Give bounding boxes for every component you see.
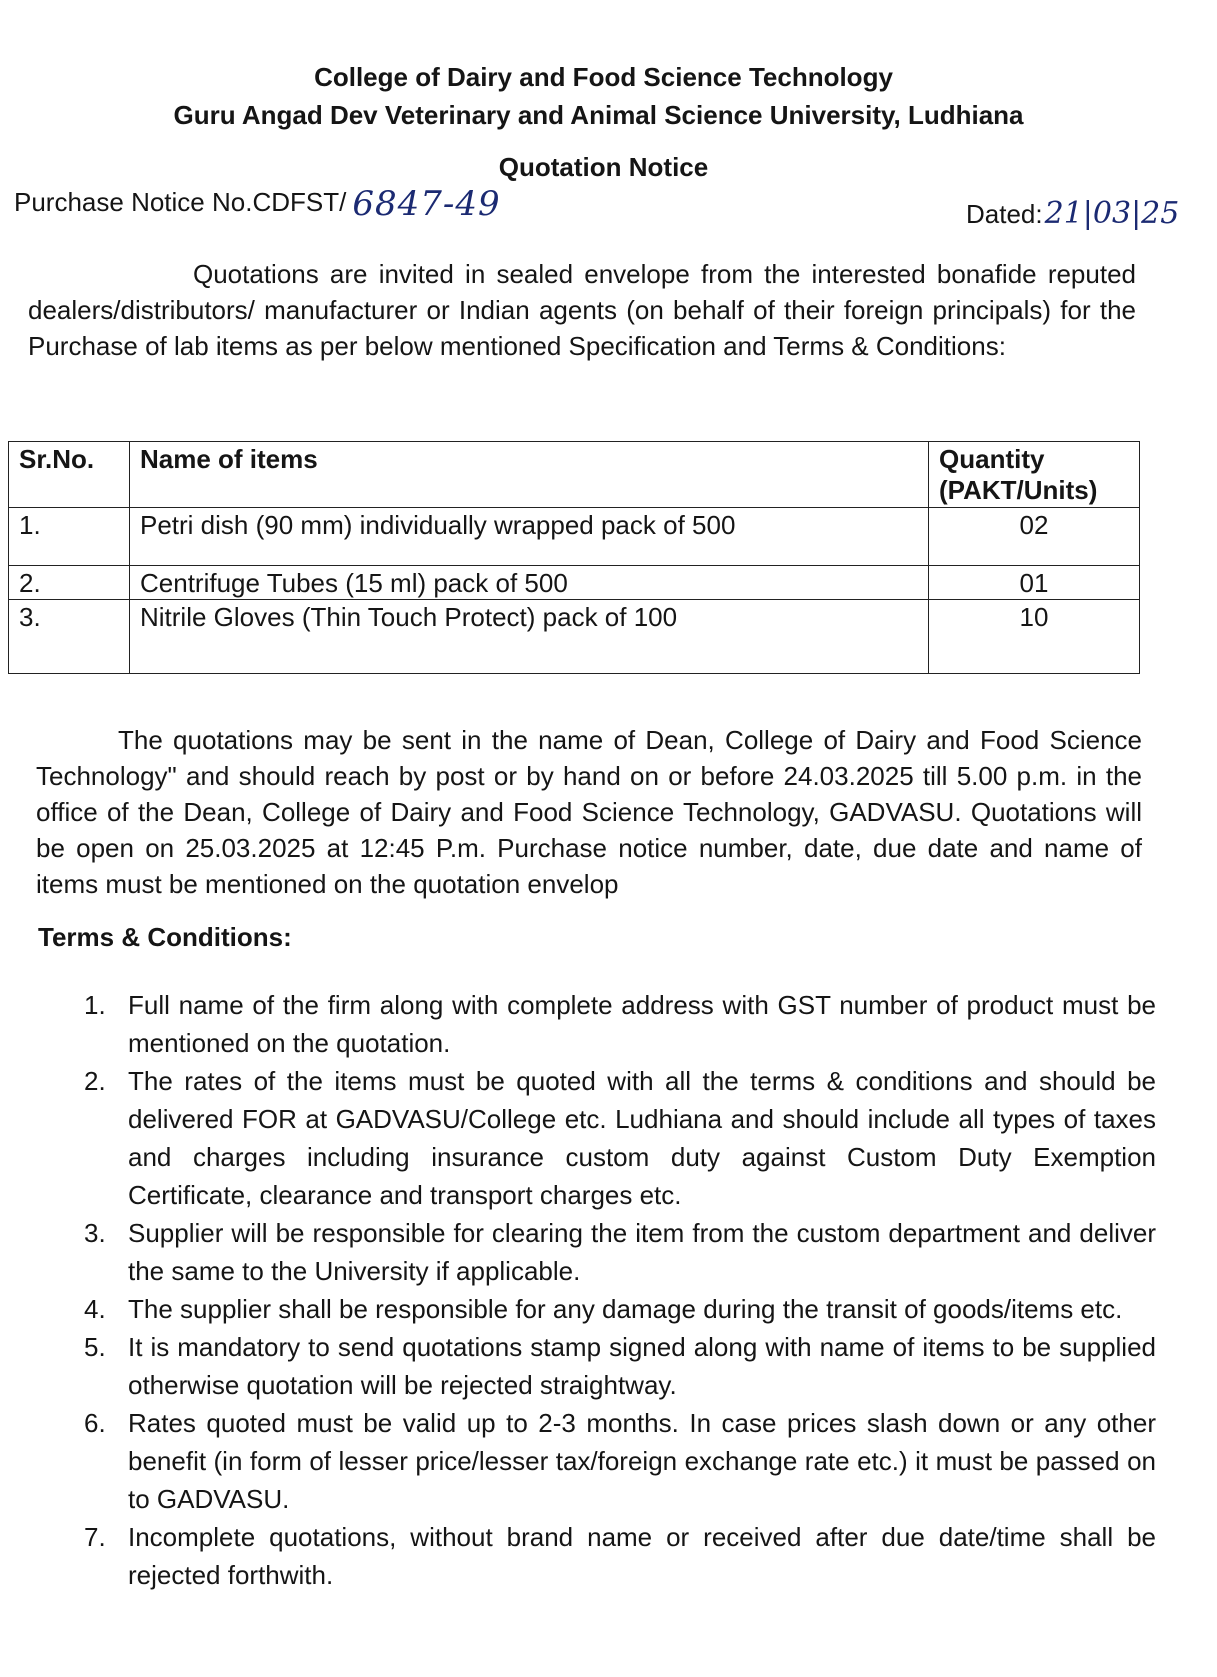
term-text: The rates of the items must be quoted with all the terms & conditions and should be delivered FOR at GADVASU/College etc. Ludhiana and should include all types of taxes and charges including insurance custom duty against Custom Duty Exemption Certificate, clearance and transport charges etc. [128,1066,1156,1210]
intro-paragraph: Quotations are invited in sealed envelope from the interested bonafide reputed dealers/distributors/ manufacturer or Indian agents (on behalf of their foreign principals) for the Purchase of lab items as per below mentioned Specification and Terms & Conditions: [28,259,1136,361]
purchase-notice-number [14,180,501,224]
handwritten-notice-number: 6847-49 [352,184,501,224]
row-item-name: Petri dish (90 mm) individually wrapped pack of 500 [130,508,929,566]
table-row [9,566,1140,600]
term-text: Incomplete quotations, without brand name or received after due date/time shall be rejected forthwith. [128,1522,1156,1590]
terms-heading: Terms & Conditions: [38,922,292,952]
term-text: The supplier shall be responsible for any damage during the transit of goods/items etc. [128,1294,1123,1324]
notice-number-label: Purchase Notice No.CDFST/ [14,187,347,217]
term-number: 7. [84,1522,106,1552]
header-sr-no: Sr.No. [9,442,130,508]
table-header-row [9,442,1140,508]
term-number: 1. [84,990,106,1020]
dated-label: Dated: [966,199,1043,229]
term-text: Rates quoted must be valid up to 2-3 months. In case prices slash down or any other benefit (in form of lesser price/lesser tax/foreign exchange rate etc.) it must be passed on to GADVASU. [128,1408,1156,1514]
row-item-name: Centrifuge Tubes (15 ml) pack of 500 [130,566,929,600]
university-name-heading: Guru Angad Dev Veterinary and Animal Science University, Ludhiana [173,100,1024,130]
terms-list [80,986,1156,1594]
term-text: Full name of the firm along with complete address with GST number of product must be mentioned on the quotation. [128,990,1156,1058]
items-table [8,441,1140,674]
table-row [9,600,1140,674]
term-item [80,1062,1156,1214]
term-item [80,1518,1156,1594]
notice-date [966,196,1179,231]
term-number: 6. [84,1408,106,1438]
notice-title: Quotation Notice [498,152,709,182]
term-number: 2. [84,1066,106,1096]
term-text: It is mandatory to send quotations stamp signed along with name of items to be supplied otherwise quotation will be rejected straightway. [128,1332,1156,1400]
row-sr-no: 1. [9,508,130,566]
term-item [80,986,1156,1062]
term-item [80,1404,1156,1518]
header-quantity: Quantity (PAKT/Units) [929,442,1140,508]
header-item-name: Name of items [130,442,929,508]
table-row [9,508,1140,566]
term-number: 5. [84,1332,106,1362]
row-item-name: Nitrile Gloves (Thin Touch Protect) pack of 100 [130,600,929,674]
term-number: 3. [84,1218,106,1248]
row-quantity: 01 [929,566,1140,600]
row-quantity: 02 [929,508,1140,566]
term-text: Supplier will be responsible for clearing the item from the custom department and deliver the same to the University if applicable. [128,1218,1156,1286]
term-item [80,1290,1156,1328]
term-item [80,1328,1156,1404]
row-quantity: 10 [929,600,1140,674]
row-sr-no: 2. [9,566,130,600]
term-number: 4. [84,1294,106,1324]
handwritten-date: 21|03|25 [1044,196,1180,231]
term-item [80,1214,1156,1290]
college-name-heading: College of Dairy and Food Science Technology [314,62,893,92]
row-sr-no: 3. [9,600,130,674]
submission-paragraph: The quotations may be sent in the name of Dean, College of Dairy and Food Science Technology" and should reach by post or by hand on or before 24.03.2025 till 5.00 p.m. in the office of the Dean, College of Dairy and Food Science Technology, GADVASU. Quotations will be open on 25.03.2025 at 12:45 P.m. Purchase notice number, date, due date and name of items must be mentioned on the quotation envelop [36,725,1142,899]
